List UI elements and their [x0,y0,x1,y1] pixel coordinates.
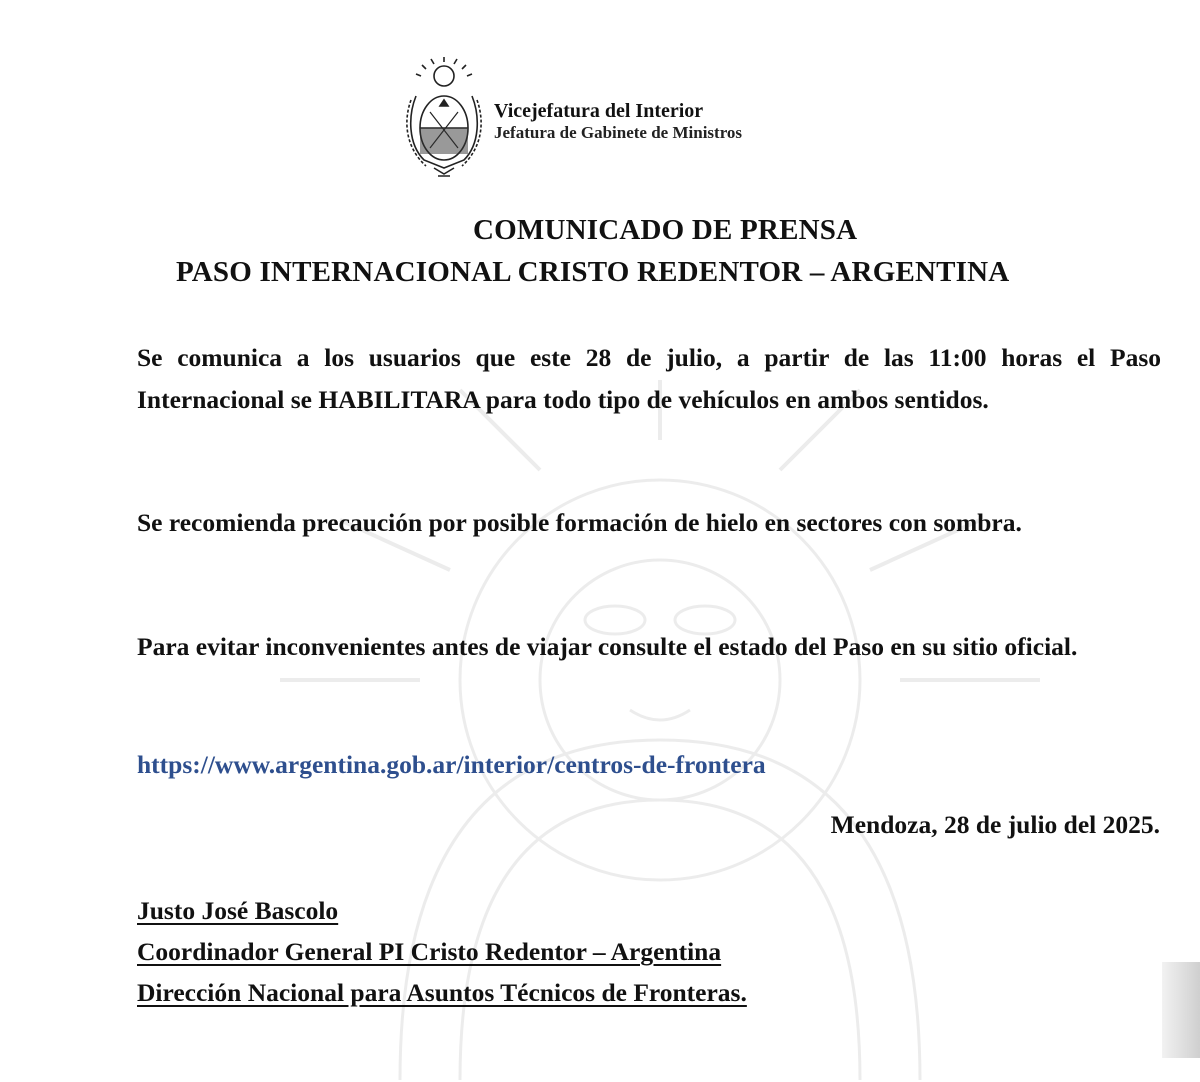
signatory-role: Coordinador General PI Cristo Redentor – Argentina [137,937,722,966]
official-site-link[interactable]: https://www.argentina.gob.ar/interior/centros-de-frontera [137,750,766,779]
paragraph-opening: Se comunica a los usuarios que este 28 de julio, a partir de las 11:00 horas el Paso Internacional se HABILITARA para todo tipo de vehículos en ambos sentidos. [137,343,1161,414]
title-line-1: COMUNICADO DE PRENSA [473,214,858,246]
signatory-office: Dirección Nacional para Asuntos Técnicos de Fronteras. [137,978,747,1007]
paragraph-ice-warning: Se recomienda precaución por posible formación de hielo en sectores con sombra. [137,508,1022,537]
parent-organization-name: Jefatura de Gabinete de Ministros [494,123,743,142]
letterhead [404,56,824,181]
signatory-name: Justo José Bascolo [137,896,339,925]
place-and-date: Mendoza, 28 de julio del 2025. [830,810,1160,839]
national-coat-of-arms-icon [404,56,484,178]
signature-block [137,890,747,1013]
paragraph-consult-site: Para evitar inconvenientes antes de viajar consulte el estado del Paso en su sitio oficial. [137,632,1078,661]
title-line-2: PASO INTERNACIONAL CRISTO REDENTOR – ARGENTINA [176,256,1010,288]
page-edge-shadow [1162,962,1200,1058]
organization-name: Vicejefatura del Interior [494,100,704,122]
